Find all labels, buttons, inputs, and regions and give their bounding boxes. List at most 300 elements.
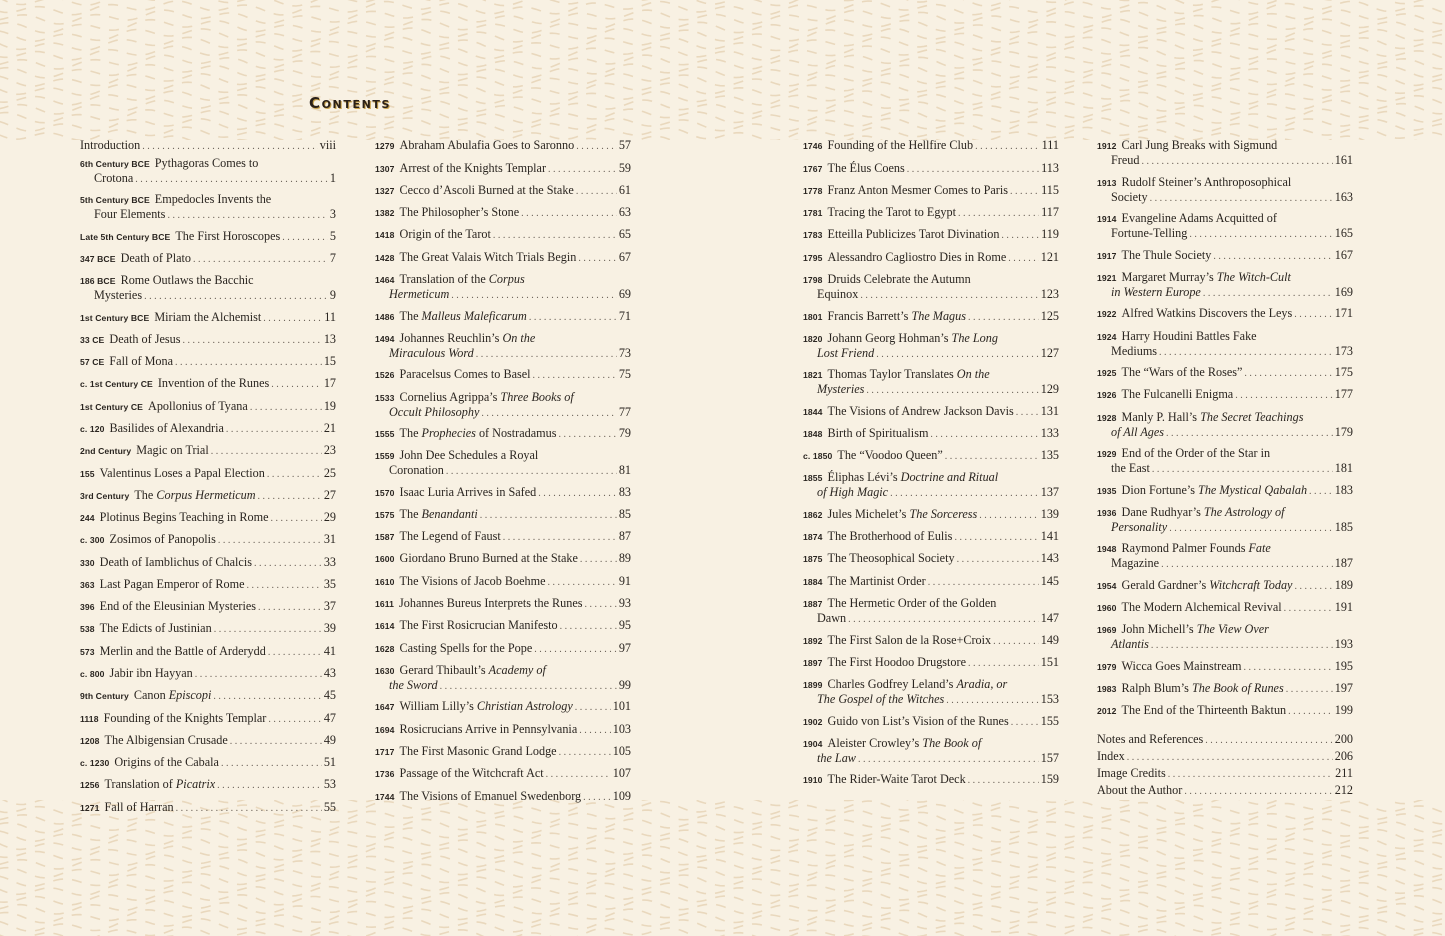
toc-entry[interactable] — [803, 367, 1059, 398]
page-number: 191 — [1334, 600, 1353, 614]
entry-title-text: Aradia, or — [956, 677, 1008, 691]
toc-entry[interactable] — [1097, 175, 1353, 206]
entry-year: 1647 — [375, 702, 395, 712]
page-number: 35 — [323, 577, 336, 591]
entry-year: 57 CE — [80, 357, 105, 367]
toc-entry[interactable] — [803, 470, 1059, 501]
entry-title — [828, 404, 1014, 418]
toc-entry[interactable] — [1097, 410, 1353, 441]
toc-entry[interactable] — [80, 332, 336, 348]
toc-entry[interactable] — [1097, 329, 1353, 360]
entry-title-text: The Book of — [922, 736, 982, 750]
toc-entry[interactable] — [803, 448, 1059, 464]
entry-title — [121, 251, 191, 265]
entry-title — [1122, 505, 1285, 519]
entry-title-text: Jabir ibn Hayyan — [109, 666, 193, 680]
entry-title-text: Notes and References — [1097, 732, 1204, 746]
entry-title-text: The Witch-Cult — [1216, 270, 1291, 284]
entry-year: 1464 — [375, 275, 395, 285]
dot-leader — [258, 490, 322, 504]
entry-year: 1874 — [803, 532, 823, 542]
entry-year: c. 1850 — [803, 451, 833, 461]
toc-entry[interactable] — [1097, 270, 1353, 301]
entry-title — [828, 331, 998, 345]
page-number: 101 — [612, 699, 631, 713]
entry-title — [828, 309, 966, 323]
entry-title-text: Death of Jesus — [109, 332, 181, 346]
entry-title-text: The Modern Alchemical Revival — [1121, 600, 1282, 614]
entry-title-continued — [817, 611, 846, 625]
toc-entry[interactable] — [1097, 211, 1353, 242]
toc-entry[interactable] — [1097, 703, 1353, 719]
page-number: 99 — [618, 678, 631, 693]
wave-line — [0, 37, 1445, 51]
page-number: 33 — [323, 555, 336, 569]
toc-entry[interactable] — [803, 426, 1059, 442]
entry-title-continued — [1111, 520, 1167, 534]
dot-leader — [860, 289, 1038, 303]
toc-entry[interactable] — [375, 641, 631, 657]
toc-entry[interactable] — [80, 156, 336, 187]
toc-entry[interactable] — [1097, 578, 1353, 594]
dot-leader — [282, 231, 328, 245]
entry-title-continued — [817, 485, 888, 499]
wave-line — [0, 0, 1445, 6]
toc-entry[interactable] — [1097, 248, 1353, 264]
entry-title — [828, 367, 990, 381]
dot-leader — [230, 735, 322, 749]
toc-entry[interactable] — [80, 251, 336, 267]
entry-title — [1122, 578, 1293, 592]
toc-entry[interactable] — [80, 688, 336, 704]
entry-title-text: Plotinus Begins Teaching in Rome — [99, 510, 269, 524]
entry-title-text: Wicca Goes Mainstream — [1121, 659, 1242, 673]
toc-entry[interactable] — [803, 529, 1059, 545]
toc-entry[interactable] — [803, 331, 1059, 362]
toc-entry[interactable] — [1097, 541, 1353, 572]
entry-title-text: William Lilly’s — [399, 699, 477, 713]
entry-title — [80, 138, 140, 152]
dot-leader — [534, 643, 617, 657]
entry-year: 538 — [80, 624, 95, 634]
toc-entry[interactable] — [803, 272, 1059, 303]
toc-entry[interactable] — [1097, 600, 1353, 616]
entry-year: 1875 — [803, 554, 823, 564]
toc-entry[interactable] — [1097, 766, 1353, 782]
entry-title — [110, 532, 216, 546]
entry-title-text: of Nostradamus — [475, 426, 557, 440]
toc-entry[interactable] — [375, 309, 631, 325]
entry-title-text: The Theosophical Society — [827, 551, 955, 565]
wave-line — [0, 82, 1445, 96]
entry-title-text: Dane Rudhyar’s — [1121, 505, 1204, 519]
entry-title-text: Giordano Bruno Burned at the Stake — [399, 551, 578, 565]
entry-title-text: The — [399, 507, 422, 521]
entry-title — [828, 183, 1008, 197]
toc-entry[interactable] — [375, 766, 631, 782]
entry-title — [400, 390, 574, 404]
entry-year: 1494 — [375, 334, 395, 344]
toc-entry[interactable] — [375, 596, 631, 612]
entry-title-text: Mysteries — [817, 382, 865, 397]
entry-year: 33 CE — [80, 335, 105, 345]
page-number: 117 — [1041, 205, 1059, 219]
entry-title-text: Passage of the Witchcraft Act — [399, 766, 544, 780]
toc-entry[interactable] — [803, 404, 1059, 420]
toc-entry[interactable] — [803, 677, 1059, 708]
toc-entry[interactable] — [803, 205, 1059, 221]
dot-leader — [1141, 155, 1332, 169]
toc-entry[interactable] — [803, 161, 1059, 177]
toc-entry[interactable] — [80, 192, 336, 223]
toc-entry[interactable] — [803, 655, 1059, 671]
entry-title-text: Gerard Thibault’s — [399, 663, 489, 677]
page-number: 9 — [329, 288, 336, 303]
entry-year: c. 1st Century CE — [80, 379, 153, 389]
entry-title — [399, 596, 582, 610]
toc-entry[interactable] — [375, 227, 631, 243]
entry-title-text: Death of Plato — [120, 251, 191, 265]
entry-year: 5th Century BCE — [80, 195, 150, 205]
dot-leader — [585, 598, 617, 612]
page-number: 171 — [1334, 306, 1353, 320]
toc-entry[interactable] — [1097, 659, 1353, 675]
toc-entry[interactable] — [1097, 446, 1353, 477]
entry-title — [155, 192, 271, 206]
wave-line — [0, 918, 1445, 932]
entry-title-continued — [1111, 153, 1139, 167]
page-number: 157 — [1040, 751, 1059, 766]
page-number: 113 — [1041, 161, 1059, 175]
entry-title-text: The First Hoodoo Drugstore — [827, 655, 966, 669]
page-number: 103 — [612, 722, 631, 736]
page-number: 211 — [1335, 766, 1353, 780]
entry-year: 1917 — [1097, 251, 1117, 261]
entry-title-text: Death of Iamblichus of Chalcis — [99, 555, 252, 569]
toc-entry[interactable] — [803, 596, 1059, 627]
dot-leader — [1169, 522, 1333, 536]
toc-entry[interactable] — [375, 485, 631, 501]
entry-title-text: Founding of the Knights Templar — [103, 711, 267, 725]
entry-year: 1717 — [375, 747, 395, 757]
page-number: 87 — [618, 529, 631, 543]
toc-entry[interactable] — [80, 733, 336, 749]
dot-leader — [1127, 751, 1333, 765]
toc-entry[interactable] — [80, 666, 336, 682]
entry-title-text: Origin of the Tarot — [399, 227, 491, 241]
entry-title — [400, 485, 537, 499]
dot-leader — [1001, 229, 1039, 243]
page-number: 107 — [612, 766, 631, 780]
toc-entry[interactable] — [803, 736, 1059, 767]
entry-title — [400, 529, 501, 543]
entry-title-text: Picatrix — [175, 777, 216, 791]
entry-title-text: End of the Order of the Star in — [1121, 446, 1271, 460]
entry-title-text: The — [399, 309, 422, 323]
entry-title-continued — [94, 171, 133, 185]
toc-entry[interactable] — [375, 722, 631, 738]
toc-entry[interactable] — [375, 367, 631, 383]
entry-year: 1924 — [1097, 332, 1117, 342]
toc-entry[interactable] — [80, 800, 336, 816]
page-number: 127 — [1040, 346, 1059, 361]
entry-title — [109, 354, 173, 368]
dot-leader — [182, 334, 321, 348]
entry-title-text: The Edicts of Justinian — [99, 621, 212, 635]
entry-year: 1935 — [1097, 486, 1117, 496]
entry-year: 1928 — [1097, 413, 1117, 423]
page-number: 21 — [323, 421, 336, 435]
toc-entry[interactable] — [80, 310, 336, 326]
wave-line — [0, 109, 1445, 123]
page-number: 105 — [612, 744, 631, 758]
toc-entry[interactable] — [375, 618, 631, 634]
toc-entry[interactable] — [375, 390, 631, 421]
page-number: 41 — [323, 644, 336, 658]
toc-entry[interactable] — [803, 227, 1059, 243]
toc-entry[interactable] — [803, 633, 1059, 649]
entry-title-text: The Gospel of the Witches — [817, 692, 945, 707]
entry-year: 1630 — [375, 666, 395, 676]
entry-title-text: Evangeline Adams Acquitted of — [1121, 211, 1277, 225]
dot-leader — [533, 369, 617, 383]
page-number: 155 — [1040, 714, 1059, 728]
page-number: 133 — [1040, 426, 1059, 440]
dot-leader — [866, 384, 1038, 398]
page-number: 29 — [323, 510, 336, 524]
entry-title — [100, 555, 252, 569]
toc-entry[interactable] — [80, 229, 336, 245]
toc-entry[interactable] — [80, 421, 336, 437]
toc-entry[interactable] — [1097, 483, 1353, 499]
page-number: 93 — [618, 596, 631, 610]
entry-title-text: Origins of the Cabala — [114, 755, 219, 769]
toc-entry[interactable] — [375, 331, 631, 362]
toc-entry[interactable] — [1097, 783, 1353, 799]
entry-title-text: Canon — [133, 688, 169, 702]
dot-leader — [226, 423, 322, 437]
entry-title-text: Zosimos of Panopolis — [109, 532, 216, 546]
toc-entry[interactable] — [803, 551, 1059, 567]
toc-entry[interactable] — [80, 443, 336, 459]
toc-entry[interactable] — [1097, 749, 1353, 765]
entry-year: 1892 — [803, 636, 823, 646]
entry-title-text: Aleister Crowley’s — [827, 736, 923, 750]
entry-title-text: The — [134, 488, 157, 502]
page-number: 167 — [1334, 248, 1353, 262]
toc-entry[interactable] — [80, 711, 336, 727]
toc-entry[interactable] — [803, 250, 1059, 266]
toc-entry[interactable] — [1097, 387, 1353, 403]
toc-entry[interactable] — [80, 532, 336, 548]
entry-title — [1122, 410, 1304, 424]
entry-title — [828, 574, 926, 588]
entry-title — [134, 488, 255, 502]
page-number: 193 — [1334, 637, 1353, 652]
toc-entry[interactable] — [1097, 732, 1353, 748]
entry-title — [1097, 766, 1166, 780]
toc-entry[interactable] — [375, 529, 631, 545]
toc-entry[interactable] — [375, 138, 631, 154]
entry-title-text: The Legend of Faust — [399, 529, 501, 543]
entry-year: 1910 — [803, 775, 823, 785]
toc-entry[interactable] — [803, 183, 1059, 199]
entry-title — [828, 272, 971, 286]
entry-year: 155 — [80, 469, 95, 479]
toc-entry[interactable] — [375, 789, 631, 805]
entry-title-text: Margaret Murray’s — [1121, 270, 1217, 284]
dot-leader — [1235, 389, 1333, 403]
entry-title — [1097, 783, 1182, 797]
entry-title — [828, 426, 929, 440]
dot-leader — [968, 774, 1039, 788]
toc-entry[interactable] — [1097, 365, 1353, 381]
toc-entry[interactable] — [375, 426, 631, 442]
toc-entry[interactable] — [803, 507, 1059, 523]
entry-title — [828, 596, 997, 610]
dot-leader — [957, 553, 1039, 567]
toc-entry[interactable] — [375, 507, 631, 523]
toc-entry[interactable] — [375, 699, 631, 715]
toc-entry[interactable] — [1097, 681, 1353, 697]
page-number: 3 — [329, 207, 336, 222]
toc-entry[interactable] — [1097, 505, 1353, 536]
entry-year: 330 — [80, 558, 95, 568]
entry-year: 244 — [80, 513, 95, 523]
toc-entry[interactable] — [80, 599, 336, 615]
entry-title — [1122, 248, 1212, 262]
dot-leader — [945, 450, 1039, 464]
entry-title-text: The Thule Society — [1121, 248, 1212, 262]
toc-entry[interactable] — [80, 399, 336, 415]
toc-entry[interactable] — [375, 183, 631, 199]
entry-year: 1533 — [375, 393, 395, 403]
toc-entry[interactable] — [1097, 306, 1353, 322]
toc-entry[interactable] — [803, 772, 1059, 788]
entry-year: 347 BCE — [80, 254, 116, 264]
toc-entry[interactable] — [375, 744, 631, 760]
toc-entry[interactable] — [375, 272, 631, 303]
toc-entry[interactable] — [375, 551, 631, 567]
entry-title — [105, 800, 174, 814]
toc-entry[interactable] — [803, 714, 1059, 730]
entry-year: 1526 — [375, 370, 395, 380]
toc-entry[interactable] — [375, 161, 631, 177]
toc-entry[interactable] — [80, 273, 336, 304]
entry-year: 1862 — [803, 510, 823, 520]
dot-leader — [446, 465, 617, 479]
entry-title-text: in Western Europe — [1111, 285, 1201, 300]
entry-title-text: Alessandro Cagliostro Dies in Rome — [827, 250, 1007, 264]
entry-year: 1279 — [375, 141, 395, 151]
toc-entry[interactable] — [375, 663, 631, 694]
entry-title-text: Thomas Taylor Translates — [827, 367, 957, 381]
toc-entry[interactable] — [80, 488, 336, 504]
entry-year: 1628 — [375, 644, 395, 654]
entry-title-text: Merlin and the Battle of Arderydd — [99, 644, 266, 658]
entry-title-text: Introduction — [80, 138, 141, 152]
entry-title-text: Personality — [1111, 520, 1168, 535]
dot-leader — [1286, 683, 1333, 697]
dot-leader — [858, 753, 1039, 767]
toc-entry[interactable] — [80, 644, 336, 660]
entry-title-text: The “Wars of the Roses” — [1121, 365, 1243, 379]
entry-title — [828, 529, 953, 543]
entry-title — [155, 156, 259, 170]
page-number: 163 — [1334, 190, 1353, 205]
dot-leader — [271, 378, 322, 392]
page-number: 159 — [1040, 772, 1059, 786]
entry-title — [828, 470, 999, 484]
entry-title-continued — [1111, 461, 1150, 475]
dot-leader — [176, 802, 322, 816]
entry-title — [828, 736, 982, 750]
toc-entry[interactable] — [80, 555, 336, 571]
dot-leader — [142, 140, 317, 154]
entry-title-text: The Élus Coens — [827, 161, 905, 175]
entry-year: 1936 — [1097, 508, 1117, 518]
entry-title — [1097, 749, 1125, 763]
entry-title-text: The Astrology of — [1203, 505, 1285, 519]
toc-entry[interactable] — [803, 138, 1059, 154]
dot-leader — [559, 746, 611, 760]
toc-entry[interactable] — [803, 309, 1059, 325]
dot-leader — [250, 401, 322, 415]
entry-title — [828, 633, 992, 647]
entry-year: 1736 — [375, 769, 395, 779]
toc-entry[interactable] — [375, 574, 631, 590]
entry-title-text: The Albigensian Crusade — [104, 733, 228, 747]
dot-leader — [968, 311, 1039, 325]
toc-entry[interactable] — [375, 205, 631, 221]
toc-entry[interactable] — [803, 574, 1059, 590]
entry-year: 1969 — [1097, 625, 1117, 635]
page-number: 47 — [323, 711, 336, 725]
entry-title-text: Coronation — [389, 463, 444, 478]
entry-title-text: Occult Philosophy — [389, 405, 480, 420]
wave-line — [0, 10, 1445, 24]
entry-year: 1307 — [375, 164, 395, 174]
toc-entry[interactable] — [80, 376, 336, 392]
entry-title-text: The View Over — [1196, 622, 1269, 636]
toc-entry[interactable] — [80, 138, 336, 154]
toc-entry[interactable] — [80, 466, 336, 482]
toc-entry[interactable] — [80, 755, 336, 771]
entry-title — [828, 250, 1007, 264]
entry-title — [158, 376, 269, 390]
entry-year: c. 800 — [80, 669, 105, 679]
page-number: 57 — [618, 138, 631, 152]
entry-title-text: Episcopi — [168, 688, 212, 702]
toc-entry[interactable] — [1097, 138, 1353, 169]
dot-leader — [1150, 192, 1333, 206]
toc-entry[interactable] — [80, 510, 336, 526]
toc-entry[interactable] — [80, 577, 336, 593]
toc-entry[interactable] — [375, 448, 631, 479]
toc-entry[interactable] — [80, 621, 336, 637]
entry-year: c. 300 — [80, 535, 105, 545]
dot-leader — [476, 348, 617, 362]
toc-entry[interactable] — [1097, 622, 1353, 653]
toc-entry[interactable] — [80, 354, 336, 370]
entry-title-text: the Sword — [389, 678, 438, 693]
entry-title — [828, 227, 1000, 241]
dot-leader — [993, 635, 1039, 649]
toc-entry[interactable] — [375, 250, 631, 266]
toc-entry[interactable] — [80, 777, 336, 793]
entry-title-text: Atlantis — [1111, 637, 1149, 652]
wave-line — [0, 837, 1445, 851]
